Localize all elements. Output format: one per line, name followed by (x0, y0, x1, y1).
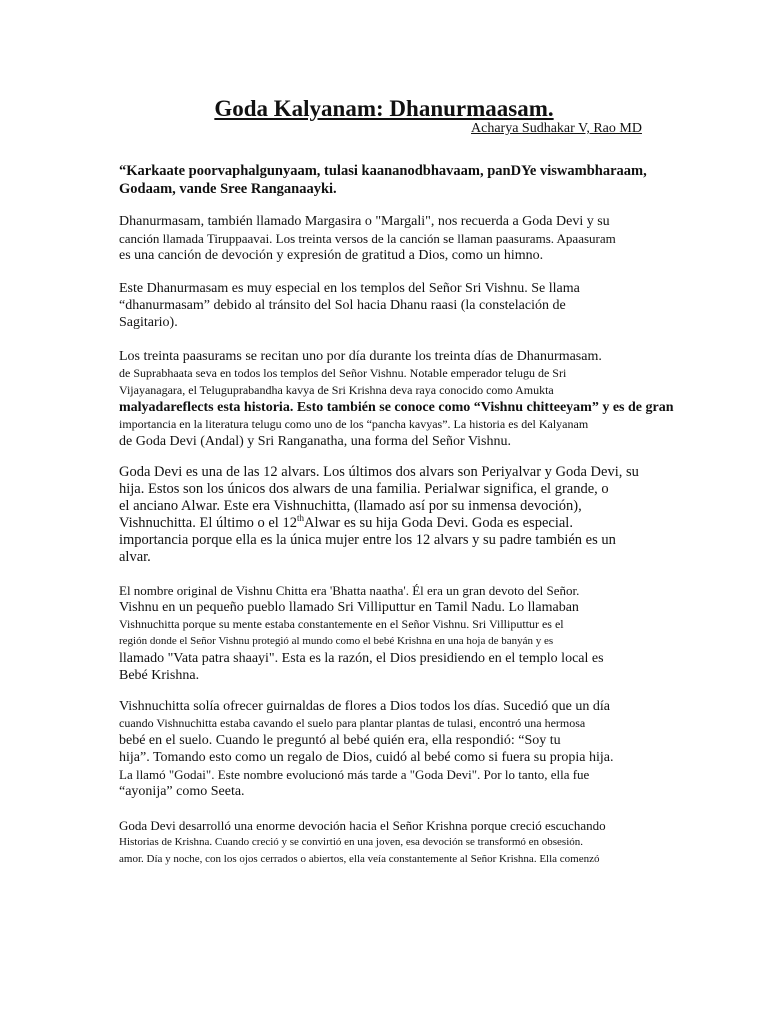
paragraph-line: es una canción de devoción y expresión de gratitud a Dios, como un himno. (119, 248, 544, 263)
paragraph-line: Sagitario). (119, 315, 178, 330)
paragraph-line: El nombre original de Vishnu Chitta era 'Bhatta naatha'. Él era un gran devoto del Señor. (119, 583, 580, 598)
paragraph-line (119, 515, 679, 532)
paragraph-line: Dhanurmasam, también llamado Margasira o "Margali", nos recuerda a Goda Devi y su (119, 214, 610, 229)
paragraph-line: alvar. (119, 549, 151, 565)
paragraph-line: Goda Devi es una de las 12 alvars. Los últimos dos alvars son Periyalvar y Goda Devi, su (119, 464, 639, 480)
line-segment: Vishnuchitta. El último o el 12 (119, 515, 297, 531)
paragraph-1 (119, 213, 679, 264)
paragraph-line: Vijayanagara, el Teluguprabandha kavya de Sri Krishna deva raya conocido como Amukta (119, 383, 554, 397)
paragraph-2 (119, 280, 679, 331)
paragraph-line: el anciano Alwar. Este era Vishnuchitta, (llamado así por su inmensa devoción), (119, 498, 582, 514)
paragraph-line: “ayonija” como Seeta. (119, 784, 245, 799)
document-title: Goda Kalyanam: Dhanurmaasam. (214, 96, 554, 121)
paragraph-line: cuando Vishnuchitta estaba cavando el suelo para plantar plantas de tulasi, encontró una hermosa (119, 716, 586, 730)
paragraph-line: Goda Devi desarrolló una enorme devoción hacia el Señor Krishna porque creció escuchando (119, 818, 606, 833)
paragraph-line: Vishnuchitta porque su mente estaba constantemente en el Señor Vishnu. Sri Villiputtur es el (119, 617, 564, 631)
paragraph-line: de Goda Devi (Andal) y Sri Ranganatha, una forma del Señor Vishnu. (119, 434, 511, 449)
paragraph-line: importancia en la literatura telugu como uno de los “pancha kavyas”. La historia es del Kalyanam (119, 417, 589, 431)
paragraph-line: llamado "Vata patra shaayi". Esta es la razón, el Dios presidiendo en el templo local es (119, 651, 604, 666)
paragraph-line: “dhanurmasam” debido al tránsito del Sol hacia Dhanu raasi (la constelación de (119, 298, 566, 313)
invocation-verse (119, 162, 679, 198)
paragraph-3 (119, 348, 679, 450)
line-segment: Alwar es su hija Goda Devi. Goda es especial. (303, 515, 573, 531)
paragraph-line: canción llamada Tiruppaavai. Los treinta versos de la canción se llaman paasurams. Apaasuram (119, 231, 616, 246)
paragraph-line: importancia porque ella es la única mujer entre los 12 alvars y su padre también es un (119, 532, 616, 548)
paragraph-line: hija”. Tomando esto como un regalo de Dios, cuidó al bebé como si fuera su propia hija. (119, 750, 614, 765)
paragraph-4 (119, 464, 679, 566)
paragraph-line: amor. Día y noche, con los ojos cerrados o abiertos, ella veía constantemente al Señor Krishna. Ella comenzó (119, 853, 600, 865)
paragraph-line: bebé en el suelo. Cuando le preguntó al bebé quién era, ella respondió: “Soy tu (119, 733, 561, 748)
author-name: Acharya Sudhakar V, Rao MD (471, 121, 642, 136)
paragraph-line: de Suprabhaata seva en todos los templos del Señor Vishnu. Notable emperador telugu de Sri (119, 366, 567, 380)
ordinal-suffix: th (296, 513, 304, 524)
paragraph-line: La llamó "Godai". Este nombre evolucionó más tarde a "Goda Devi". Por lo tanto, ella fue (119, 767, 590, 782)
paragraph-line: Vishnuchitta solía ofrecer guirnaldas de flores a Dios todos los días. Sucedió que un día (119, 699, 610, 714)
invocation-line: Godaam, vande Sree Ranganaayki. (119, 181, 337, 197)
paragraph-7 (119, 817, 679, 868)
paragraph-5 (119, 582, 679, 684)
paragraph-line: malyadareflects esta historia. Esto también se conoce como “Vishnu chitteeyam” y es de gran (119, 400, 674, 415)
paragraph-6 (119, 698, 679, 800)
paragraph-line: Este Dhanurmasam es muy especial en los templos del Señor Sri Vishnu. Se llama (119, 281, 580, 296)
invocation-line: “Karkaate poorvaphalgunyaam, tulasi kaananodbhavaam, panDYe viswambharaam, (119, 163, 647, 179)
paragraph-line: hija. Estos son los únicos dos alwars de una familia. Perialwar significa, el grande, o (119, 481, 609, 497)
paragraph-line: Bebé Krishna. (119, 668, 200, 683)
paragraph-line: Historias de Krishna. Cuando creció y se convirtió en una joven, esa devoción se transformó en obsesión. (119, 836, 584, 848)
paragraph-line: Los treinta paasurams se recitan uno por día durante los treinta días de Dhanurmasam. (119, 349, 602, 364)
paragraph-line: Vishnu en un pequeño pueblo llamado Sri Villiputtur en Tamil Nadu. Lo llamaban (119, 600, 579, 615)
paragraph-line: región donde el Señor Vishnu protegió al mundo como el bebé Krishna en una hoja de banyán y es (119, 635, 554, 647)
